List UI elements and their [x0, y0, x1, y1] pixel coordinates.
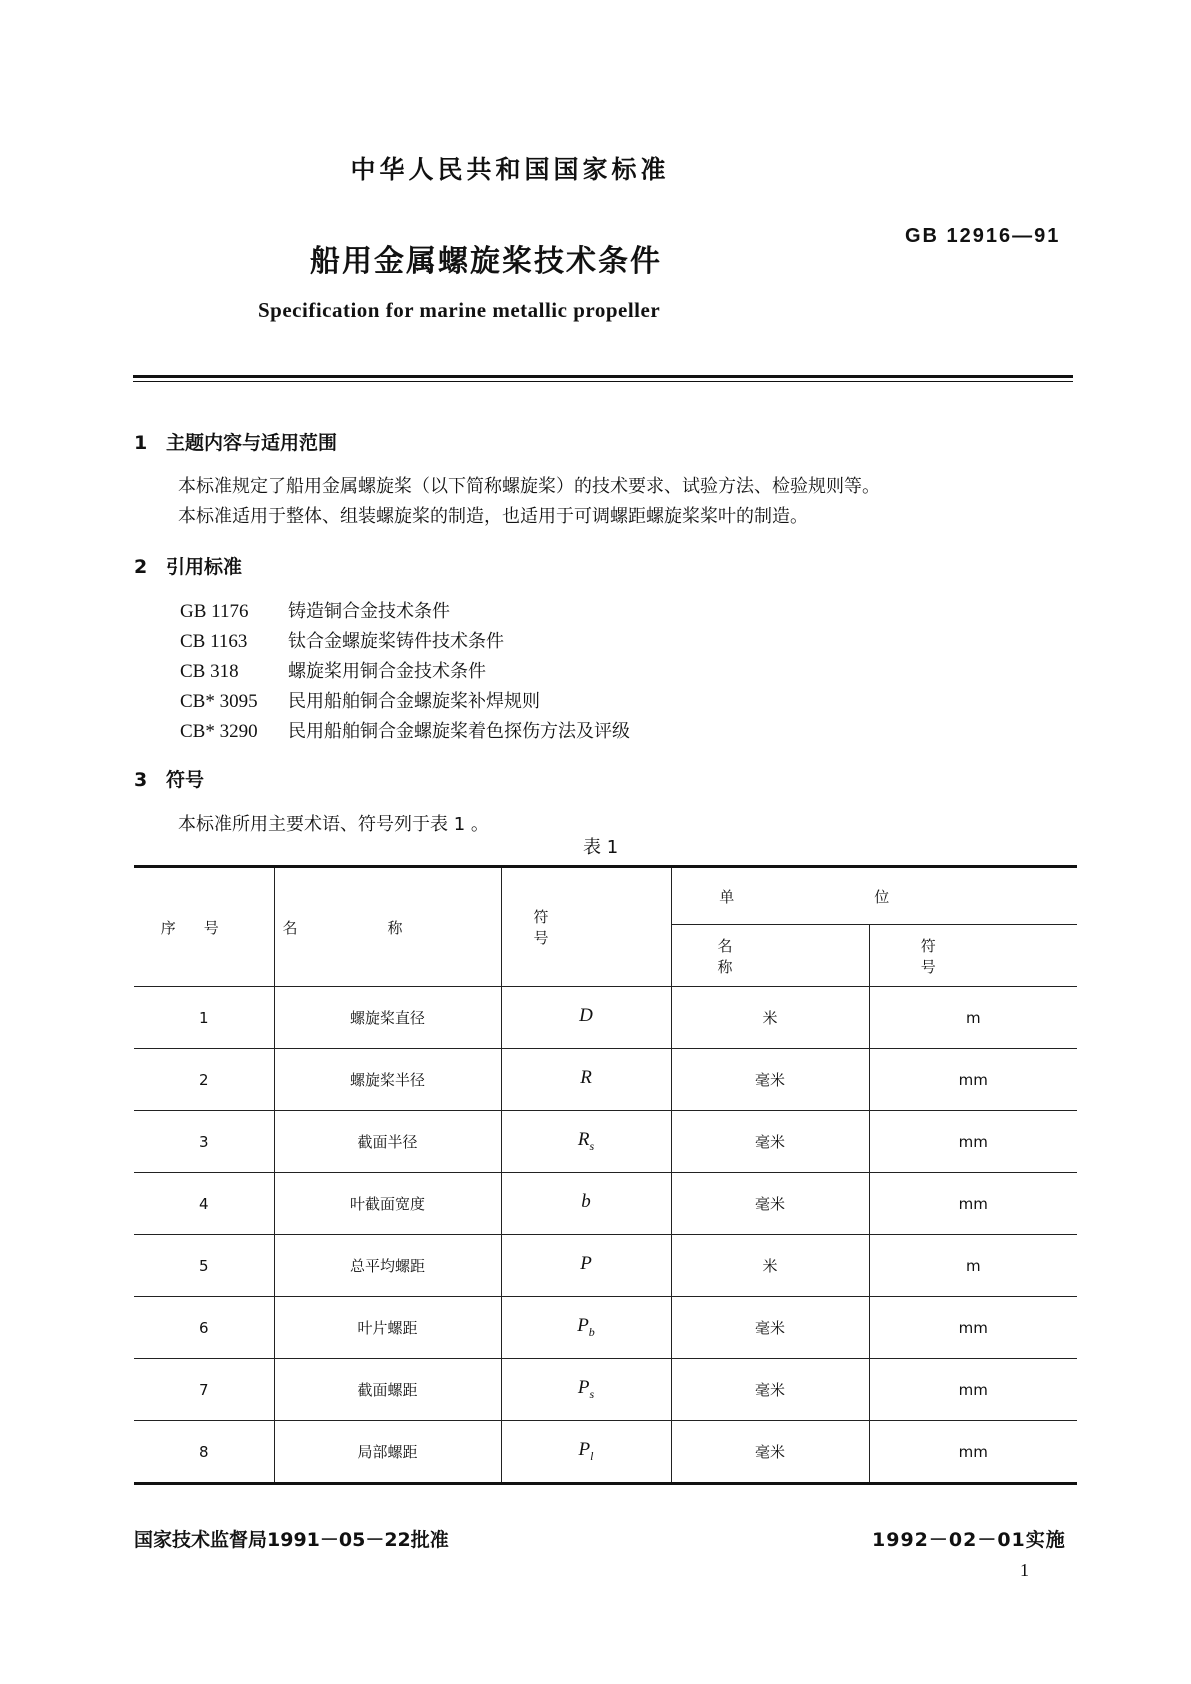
table-row — [134, 1297, 1077, 1359]
reference-item — [180, 597, 450, 623]
cell-name: 局部螺距 — [274, 1421, 501, 1484]
cell-seq: 2 — [134, 1049, 274, 1111]
cell-unit-symbol: mm — [869, 1359, 1077, 1421]
table-row — [134, 1173, 1077, 1235]
document-title-en: Specification for marine metallic propeller — [258, 298, 661, 322]
cell-unit-symbol: mm — [869, 1421, 1077, 1484]
document-title-cn: 船用金属螺旋桨技术条件 — [310, 244, 662, 279]
reference-title: 螺旋桨用铜合金技术条件 — [288, 661, 486, 682]
table-row — [134, 1049, 1077, 1111]
cell-unit-name: 毫米 — [671, 1421, 869, 1484]
cell-unit-symbol: m — [869, 1235, 1077, 1297]
header-symbol: 符号 — [501, 867, 671, 987]
header-seq: 序号 — [134, 867, 274, 987]
reference-item — [180, 627, 504, 653]
reference-code: GB 1176 — [180, 601, 249, 622]
table-row — [134, 1359, 1077, 1421]
cell-seq: 3 — [134, 1111, 274, 1173]
cell-unit-symbol: mm — [869, 1173, 1077, 1235]
section-1-paragraph-2: 本标准适用于整体、组装螺旋桨的制造，也适用于可调螺距螺旋桨桨叶的制造。 — [178, 506, 808, 527]
cell-name: 叶片螺距 — [274, 1297, 501, 1359]
reference-item — [180, 717, 630, 743]
cell-symbol: $R_s$ — [501, 1111, 671, 1173]
reference-title: 民用船舶铜合金螺旋桨补焊规则 — [288, 691, 540, 712]
cell-unit-symbol: m — [869, 987, 1077, 1049]
section-3-paragraph: 本标准所用主要术语、符号列于表 1 。 — [178, 814, 489, 835]
cell-seq: 1 — [134, 987, 274, 1049]
cell-name: 螺旋桨直径 — [274, 987, 501, 1049]
cell-unit-symbol: mm — [869, 1049, 1077, 1111]
symbols-table — [134, 865, 1077, 1485]
reference-title: 民用船舶铜合金螺旋桨着色探伤方法及评级 — [288, 721, 630, 742]
cell-unit-name: 毫米 — [671, 1049, 869, 1111]
section-number: 1 — [134, 432, 148, 454]
reference-code: CB 1163 — [180, 631, 248, 652]
reference-item — [180, 687, 540, 713]
reference-title: 钛合金螺旋桨铸件技术条件 — [288, 631, 504, 652]
cell-symbol: $P_l$ — [501, 1421, 671, 1484]
standard-number: GB 12916—91 — [905, 225, 1061, 247]
cell-symbol: $P_b$ — [501, 1297, 671, 1359]
table-caption: 表 1 — [583, 837, 619, 858]
cell-symbol: b — [501, 1173, 671, 1235]
section-3-heading — [134, 765, 204, 792]
cell-symbol: D — [501, 987, 671, 1049]
section-title: 主题内容与适用范围 — [166, 432, 338, 454]
reference-item — [180, 657, 486, 683]
table-row — [134, 987, 1077, 1049]
cell-unit-name: 米 — [671, 1235, 869, 1297]
section-number: 3 — [134, 769, 148, 791]
cell-name: 截面半径 — [274, 1111, 501, 1173]
cell-seq: 6 — [134, 1297, 274, 1359]
national-standard-header: 中华人民共和国国家标准 — [350, 155, 670, 184]
cell-symbol: R — [501, 1049, 671, 1111]
cell-unit-symbol: mm — [869, 1111, 1077, 1173]
approval-line: 国家技术监督局1991－05－22批准 — [134, 1529, 449, 1551]
cell-name: 螺旋桨半径 — [274, 1049, 501, 1111]
section-2-heading — [134, 552, 242, 579]
reference-code: CB* 3095 — [180, 691, 258, 712]
header-unit-name: 名称 — [671, 925, 869, 987]
table-row — [134, 1421, 1077, 1484]
cell-unit-name: 毫米 — [671, 1297, 869, 1359]
cell-unit-symbol: mm — [869, 1297, 1077, 1359]
page-number: 1 — [1020, 1560, 1029, 1580]
cell-name: 截面螺距 — [274, 1359, 501, 1421]
cell-seq: 8 — [134, 1421, 274, 1484]
cell-name: 叶截面宽度 — [274, 1173, 501, 1235]
section-1-paragraph-1: 本标准规定了船用金属螺旋桨（以下简称螺旋桨）的技术要求、试验方法、检验规则等。 — [178, 476, 880, 497]
section-1-heading — [134, 428, 337, 455]
reference-title: 铸造铜合金技术条件 — [288, 601, 450, 622]
cell-seq: 4 — [134, 1173, 274, 1235]
cell-unit-name: 米 — [671, 987, 869, 1049]
section-title: 引用标准 — [166, 556, 243, 578]
cell-seq: 5 — [134, 1235, 274, 1297]
section-number: 2 — [134, 556, 148, 578]
cell-unit-name: 毫米 — [671, 1173, 869, 1235]
cell-unit-name: 毫米 — [671, 1359, 869, 1421]
table-row — [134, 1235, 1077, 1297]
header-unit: 单位 — [671, 867, 1077, 925]
cell-symbol: P — [501, 1235, 671, 1297]
reference-code: CB* 3290 — [180, 721, 258, 742]
table-row — [134, 1111, 1077, 1173]
cell-symbol: $P_s$ — [501, 1359, 671, 1421]
header-unit-symbol: 符号 — [869, 925, 1077, 987]
header-name: 名称 — [274, 867, 501, 987]
implementation-date: 1992－02－01实施 — [872, 1529, 1066, 1551]
cell-name: 总平均螺距 — [274, 1235, 501, 1297]
header-divider — [133, 375, 1073, 378]
header-divider-thin — [133, 381, 1073, 382]
reference-code: CB 318 — [180, 661, 239, 682]
section-title: 符号 — [166, 769, 205, 791]
cell-unit-name: 毫米 — [671, 1111, 869, 1173]
cell-seq: 7 — [134, 1359, 274, 1421]
